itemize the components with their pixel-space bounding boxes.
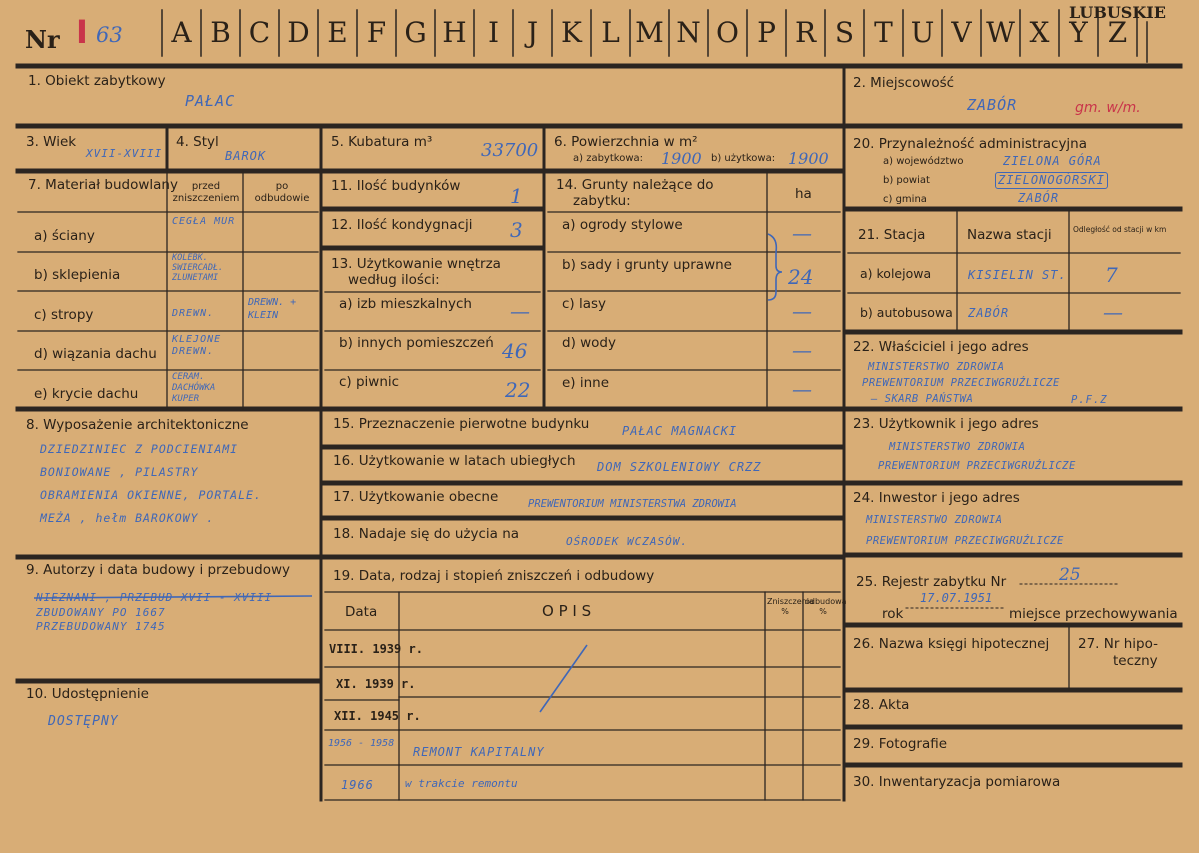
f7-row-label: d) wiązania dachu: [34, 346, 157, 362]
f6-b-value: 1900: [788, 149, 829, 168]
f13-row-value: —: [510, 299, 530, 323]
f7-label-line: 7. Materiał budowlany: [28, 177, 178, 193]
f17-value: PREWENTORIUM MINISTERSTWA ZDROWIA: [528, 498, 737, 510]
f20-row-value: ZIELONOGÓRSKI: [995, 172, 1108, 189]
f25-place-label: miejsce przechowywania: [1009, 606, 1178, 622]
f8-line: OBRAMIENIA OKIENNE, PORTALE.: [40, 488, 262, 502]
f1-value: PAŁAC: [185, 92, 236, 110]
f7-row-before: KOLEBK. SWIERCADŁ. ZLUNETAMI: [172, 253, 224, 283]
f19-col-date: Data: [345, 604, 378, 620]
f22-line1: MINISTERSTWO ZDROWIA: [868, 361, 1005, 373]
f7-row-label: c) stropy: [34, 307, 94, 323]
f20-row-value: ZABÓR: [1018, 191, 1060, 205]
index-letter: K: [561, 16, 582, 49]
f14-row-value: —: [792, 299, 812, 323]
f19-label: 19. Data, rodzaj i stopień zniszczeń i odbudowy: [333, 568, 655, 584]
f16-label: 16. Użytkowanie w latach ubiegłych: [333, 453, 576, 469]
f27-label2: teczny: [1113, 653, 1158, 669]
f15-label: 15. Przeznaczenie pierwotne budynku: [333, 416, 590, 432]
f19-row-desc: REMONT KAPITALNY: [413, 745, 545, 759]
nr-label: Nr: [25, 25, 60, 54]
f7-col-after: po odbudowie: [254, 181, 310, 204]
f14-row-label: c) lasy: [562, 296, 607, 312]
f21-col-name: Nazwa stacji: [967, 227, 1052, 243]
f15-value: PAŁAC MAGNACKI: [622, 424, 738, 438]
f24-line1: MINISTERSTWO ZDROWIA: [866, 514, 1003, 526]
index-letter: B: [210, 16, 231, 49]
f7-row-before: CERAM. DACHÓWKA KUPER: [172, 372, 216, 404]
region-label: LUBUSKIE: [1069, 3, 1166, 22]
f21-row-name: KISIELIN ST.: [968, 268, 1067, 282]
index-letter: N: [676, 16, 701, 49]
f2-note: gm. w/m.: [1075, 100, 1141, 116]
f9-line1: NIEZNANI , PRZEBUD XVII - XVIII: [36, 591, 273, 604]
f12-label: 12. Ilość kondygnacji: [331, 217, 473, 233]
f2-label: 2. Miejscowość: [853, 75, 955, 91]
nr-value: 63: [96, 23, 123, 47]
f19-row-date: 1956 - 1958: [328, 738, 395, 749]
f21-row-name: ZABÓR: [968, 306, 1010, 320]
f13-row-value: 46: [502, 339, 528, 363]
f24-line2: PREWENTORIUM PRZECIWGRUŹLICZE: [866, 535, 1064, 547]
f1-label: 1. Obiekt zabytkowy: [28, 73, 166, 89]
index-letter: U: [910, 16, 935, 49]
index-letter: A: [171, 16, 192, 49]
f14-unit: ha: [795, 186, 812, 202]
f14-label2: zabytku:: [573, 193, 631, 209]
index-letter: X: [1029, 16, 1050, 49]
nr-mark: I: [76, 13, 88, 51]
index-letter: H: [442, 16, 467, 49]
f22-line3b: P.F.Z: [1071, 394, 1108, 406]
f25-rok-label: rok: [882, 606, 904, 622]
index-letter: W: [986, 16, 1015, 49]
index-letter: Y: [1069, 16, 1088, 49]
f7-col-before: przed zniszczeniem: [172, 181, 240, 204]
f9-line2: ZBUDOWANY PO 1667: [36, 606, 166, 619]
f8-line: MEŻA , hełm BAROKOWY .: [40, 511, 215, 525]
f12-value: 3: [510, 218, 523, 242]
f7-row-before: DREWN.: [172, 308, 215, 319]
f29-label: 29. Fotografie: [853, 736, 948, 752]
f7-row-label: b) sklepienia: [34, 267, 121, 283]
f21-row-dist: —: [1103, 300, 1123, 324]
f18-value: OŚRODEK WCZASÓW.: [566, 535, 688, 548]
index-letter: M: [635, 16, 664, 49]
f3-label: 3. Wiek: [26, 134, 77, 150]
f22-line3: — SKARB PAŃSTWA: [871, 393, 974, 405]
f7-row-before: KLEJONE DREWN.: [172, 334, 222, 357]
f14-row-value: —: [792, 338, 812, 362]
f14-row-label: a) ogrody stylowe: [562, 217, 683, 233]
f14-row-value: 24: [788, 265, 814, 289]
f18-label: 18. Nadaje się do użycia na: [333, 526, 520, 542]
f9-label: 9. Autorzy i data budowy i przebudowy: [26, 562, 290, 578]
f23-line1: MINISTERSTWO ZDROWIA: [889, 441, 1026, 453]
f7-row-before: CEGŁA MUR: [172, 216, 236, 227]
f25-label: 25. Rejestr zabytku Nr: [856, 574, 1007, 590]
f7-row-label: e) krycie dachu: [34, 386, 139, 402]
f21-col-dist: Odległość od stacji w km: [1073, 225, 1167, 234]
f8-label: 8. Wyposażenie architektoniczne: [26, 417, 249, 433]
index-letter: R: [794, 16, 817, 49]
f7-row-label: a) ściany: [34, 228, 95, 244]
f10-value: DOSTĘPNY: [48, 714, 119, 729]
f20-row-value: ZIELONA GÓRA: [1003, 154, 1102, 168]
f6-a-label: a) zabytkowa:: [573, 153, 643, 164]
f8-line: DZIEDZINIEC Z PODCIENIAMI: [40, 442, 239, 456]
f21-row-dist: 7: [1105, 263, 1118, 287]
f23-line2: PREWENTORIUM PRZECIWGRUŹLICZE: [878, 460, 1076, 472]
f6-label: 6. Powierzchnia w m²: [554, 134, 698, 150]
f23-label: 23. Użytkownik i jego adres: [853, 416, 1039, 432]
f13-label1: 13. Użytkowanie wnętrza: [331, 256, 501, 272]
f20-label: 20. Przynależność administracyjna: [853, 136, 1088, 152]
f4-label: 4. Styl: [176, 134, 219, 150]
f4-value: BAROK: [225, 149, 267, 163]
f8-line: BONIOWANE , PILASTRY: [40, 465, 199, 479]
index-letter: I: [487, 16, 500, 49]
f19-row-date: 1966: [341, 778, 374, 792]
f22-line2: PREWENTORIUM PRZECIWGRUŹLICZE: [862, 377, 1060, 389]
f25-rok: 17.07.1951: [920, 591, 993, 605]
f14-row-label: e) inne: [562, 375, 610, 391]
index-letter: G: [404, 16, 427, 49]
f22-label: 22. Właściciel i jego adres: [853, 339, 1029, 355]
f20-row-label: b) powiat: [883, 175, 930, 186]
f21-row-label: a) kolejowa: [860, 266, 932, 281]
f6-b-label: b) użytkowa:: [711, 153, 776, 164]
f9-line3: PRZEBUDOWANY 1745: [36, 620, 166, 633]
f14-label1: 14. Grunty należące do: [556, 177, 714, 193]
f20-row-label: a) województwo: [883, 156, 964, 167]
index-letter: D: [287, 16, 310, 49]
f19-row-desc: w trakcie remontu: [405, 777, 518, 790]
f16-value: DOM SZKOLENIOWY CRZZ: [597, 460, 762, 474]
f17-label: 17. Użytkowanie obecne: [333, 489, 499, 505]
index-letter: O: [716, 16, 739, 49]
f19-col-rebuilt: odbudowa %: [805, 597, 847, 616]
f20-row-label: c) gmina: [883, 194, 927, 205]
f27-label1: 27. Nr hipo-: [1078, 636, 1158, 652]
f21-label: 21. Stacja: [858, 227, 926, 243]
index-letter: J: [526, 16, 539, 49]
index-letter: V: [951, 16, 972, 49]
f13-row-value: 22: [505, 378, 531, 402]
index-letter: L: [601, 16, 620, 49]
f14-row-value: —: [792, 377, 812, 401]
f2-value: ZABÓR: [967, 96, 1018, 114]
f25-nr: 25: [1059, 565, 1081, 585]
f13-label2: według ilości:: [348, 272, 440, 288]
f26-label: 26. Nazwa księgi hipotecznej: [853, 636, 1050, 652]
index-letter: E: [327, 16, 348, 49]
index-letter: Z: [1107, 16, 1128, 49]
f13-row-label: c) piwnic: [339, 374, 400, 390]
f6-a-value: 1900: [661, 149, 702, 168]
index-letter: T: [874, 16, 893, 49]
f14-row-value: —: [792, 221, 812, 245]
f19-row-date: XI. 1939 r.: [336, 677, 416, 691]
f11-value: 1: [510, 184, 523, 208]
f5-value: 33700: [481, 140, 539, 161]
f21-row-label: b) autobusowa: [860, 305, 953, 320]
f19-col-destroyed: Zniszczenia %: [767, 597, 814, 616]
f24-label: 24. Inwestor i jego adres: [853, 490, 1020, 506]
index-letter: F: [366, 16, 387, 49]
f3-value: XVII-XVIII: [86, 147, 163, 160]
f19-row-date: VIII. 1939 r.: [329, 642, 423, 656]
f28-label: 28. Akta: [853, 697, 910, 713]
f13-row-label: b) innych pomieszczeń: [339, 335, 494, 351]
f13-row-label: a) izb mieszkalnych: [339, 296, 472, 312]
f19-col-desc: O P I S: [542, 602, 592, 620]
f5-label: 5. Kubatura m³: [331, 134, 433, 150]
index-letter: C: [248, 16, 271, 49]
index-letter: P: [757, 16, 776, 49]
f7-row-after: DREWN. + KLEIN: [248, 297, 297, 321]
f14-row-label: d) wody: [562, 335, 616, 351]
f14-row-label: b) sady i grunty uprawne: [562, 257, 732, 273]
f30-label: 30. Inwentaryzacja pomiarowa: [853, 774, 1061, 790]
f19-row-date: XII. 1945 r.: [334, 709, 421, 723]
index-letter: S: [834, 16, 855, 49]
f10-label: 10. Udostępnienie: [26, 686, 149, 702]
f11-label: 11. Ilość budynków: [331, 178, 461, 194]
